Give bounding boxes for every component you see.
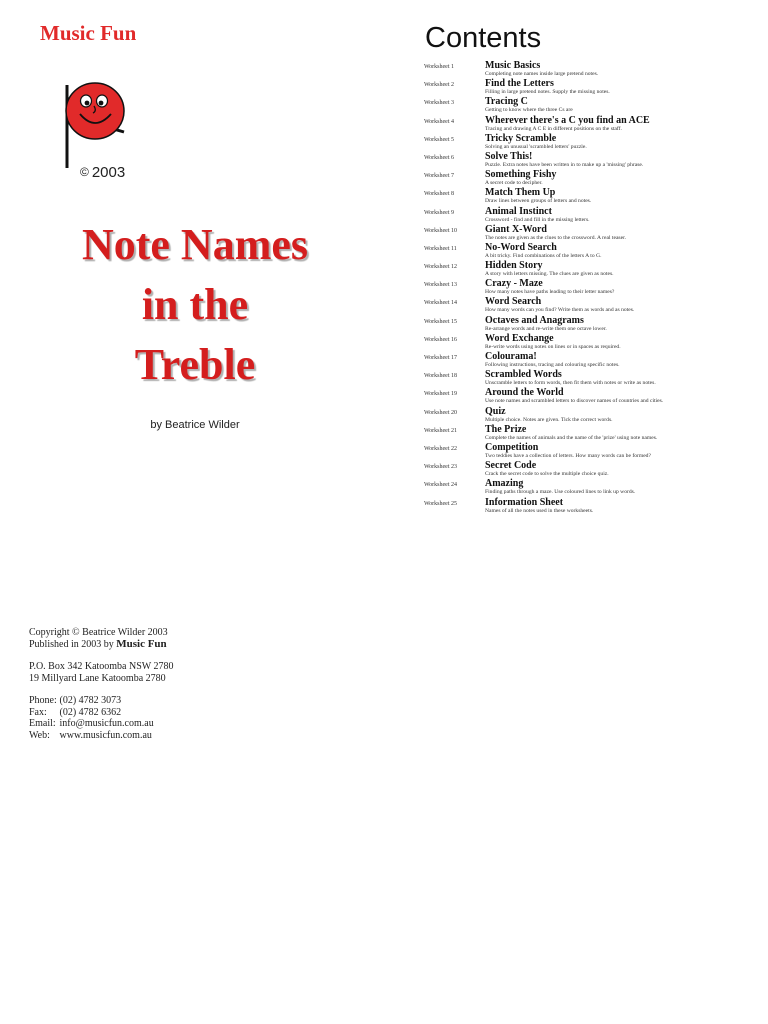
- contents-heading: Contents: [425, 22, 542, 54]
- worksheet-title: Wherever there's a C you find an ACE: [485, 114, 650, 126]
- contents-entry: [424, 80, 754, 98]
- worksheet-title: Competition: [485, 441, 539, 453]
- fax-line: [29, 707, 174, 719]
- contents-entry: [424, 496, 754, 517]
- title-line-3: Treble: [134, 340, 256, 389]
- logo-copyright: [80, 164, 125, 181]
- worksheet-number: Worksheet 4: [424, 118, 455, 125]
- contents-entry: [424, 280, 754, 298]
- worksheet-number: Worksheet 9: [424, 209, 455, 216]
- worksheet-description: The notes are given as the clues to the crossword. A real teaser.: [485, 234, 627, 241]
- worksheet-title: The Prize: [485, 423, 527, 435]
- contents-entry: [424, 132, 754, 153]
- worksheet-description: Filling in large pretend notes. Supply the missing notes.: [485, 89, 610, 96]
- contents-entry: [424, 62, 754, 80]
- contents-list: [424, 62, 754, 517]
- contents-entry: [424, 423, 754, 444]
- worksheet-description: Getting to know where the three Cs are: [485, 107, 573, 114]
- worksheet-title: Amazing: [485, 478, 524, 490]
- web-label: Web:: [29, 729, 50, 741]
- worksheet-number: Worksheet 18: [424, 373, 458, 380]
- contents-entry: [424, 98, 754, 116]
- worksheet-title: Hidden Story: [485, 260, 543, 272]
- worksheet-description: How many words can you find? Write them as words and as notes.: [485, 307, 635, 314]
- contents-entry: [424, 371, 754, 389]
- published-prefix: Published in 2003 by: [29, 638, 114, 650]
- worksheet-number: Worksheet 3: [424, 100, 455, 107]
- worksheet-description: Draw lines between groups of letters and notes.: [485, 198, 592, 205]
- worksheet-title: Solve This!: [485, 150, 533, 162]
- music-fun-logo: [40, 21, 160, 170]
- contents-entry: [424, 189, 754, 207]
- contents-entry: [424, 332, 754, 353]
- contents-entry: [424, 171, 754, 189]
- worksheet-number: Worksheet 2: [424, 82, 455, 89]
- phone-line: [29, 695, 174, 707]
- worksheet-description: Re-arrange words and re-write them one octave lower.: [485, 325, 607, 332]
- worksheet-title: Quiz: [485, 405, 506, 417]
- contents-entry: [424, 205, 754, 226]
- email-label: Email:: [29, 718, 56, 729]
- contents-entry: [424, 223, 754, 244]
- worksheet-number: Worksheet 13: [424, 282, 458, 289]
- contents-entry: [424, 241, 754, 262]
- music-note-face-icon: [40, 21, 160, 170]
- title-line-1: Note Names: [81, 220, 309, 269]
- worksheet-number: Worksheet 22: [424, 445, 458, 452]
- contents-entry: [424, 353, 754, 371]
- worksheet-number: Worksheet 16: [424, 336, 458, 343]
- worksheet-description: Finding paths through a maze. Use coloured lines to link up words.: [485, 489, 636, 496]
- worksheet-description: Multiple choice. Notes are given. Tick the correct words.: [485, 416, 613, 423]
- worksheet-title: Something Fishy: [485, 169, 557, 181]
- worksheet-title: No-Word Search: [485, 241, 557, 253]
- logo-year: 2003: [91, 164, 126, 181]
- address-line-1: P.O. Box 342 Katoomba NSW 2780: [29, 661, 174, 672]
- worksheet-description: Use note names and scrambled letters to discover names of countries and cities.: [485, 398, 664, 405]
- worksheet-number: Worksheet 15: [424, 318, 458, 325]
- worksheet-title: Word Search: [485, 296, 542, 308]
- title-line-2: in the: [141, 280, 249, 329]
- worksheet-title: Crazy - Maze: [485, 278, 543, 290]
- worksheet-title: Octaves and Anagrams: [485, 314, 584, 326]
- worksheet-title: Match Them Up: [485, 187, 556, 199]
- worksheet-title: Animal Instinct: [485, 205, 552, 217]
- worksheet-title: Scrambled Words: [485, 369, 562, 381]
- copyright-symbol: ©: [80, 165, 89, 179]
- worksheet-description: Re-write words using notes on lines or in spaces as required.: [485, 343, 621, 350]
- worksheet-number: Worksheet 10: [424, 227, 458, 234]
- worksheet-title: Information Sheet: [485, 496, 564, 508]
- worksheet-number: Worksheet 12: [424, 264, 458, 271]
- worksheet-number: Worksheet 24: [424, 482, 458, 489]
- contents-entry: [424, 480, 754, 498]
- phone-value: (02) 4782 3073: [59, 695, 122, 706]
- publisher-info: [29, 627, 174, 741]
- worksheet-number: Worksheet 25: [424, 500, 458, 507]
- author-credit: by Beatrice Wilder: [150, 419, 240, 431]
- worksheet-description: Names of all the notes used in these worksheets.: [485, 507, 594, 514]
- worksheet-description: Following instructions, tracing and colouring specific notes.: [485, 362, 620, 368]
- worksheet-title: Music Basics: [485, 60, 541, 71]
- fax-label: Fax:: [29, 706, 47, 718]
- worksheet-number: Worksheet 1: [424, 64, 455, 70]
- worksheet-title: Colourama!: [485, 351, 537, 362]
- book-title: [20, 215, 370, 395]
- contents-entry: [424, 389, 754, 407]
- contents-entry: [424, 262, 754, 280]
- worksheet-title: Tracing C: [485, 96, 528, 108]
- contents-entry: [424, 405, 754, 426]
- worksheet-number: Worksheet 17: [424, 355, 458, 361]
- worksheet-number: Worksheet 6: [424, 154, 455, 161]
- worksheet-number: Worksheet 21: [424, 427, 458, 434]
- worksheet-number: Worksheet 7: [424, 173, 455, 180]
- worksheet-number: Worksheet 5: [424, 136, 455, 143]
- worksheet-description: Two teddies have a collection of letters. How many words can be formed?: [485, 452, 651, 459]
- web-link[interactable]: www.musicfun.com.au: [59, 729, 152, 741]
- worksheet-number: Worksheet 8: [424, 191, 455, 198]
- published-brand: Music Fun: [116, 637, 167, 650]
- email-link[interactable]: info@musicfun.com.au: [59, 718, 154, 729]
- published-line: [29, 639, 174, 651]
- web-line: [29, 730, 174, 742]
- worksheet-description: Completing note names inside large pretend notes.: [485, 71, 599, 77]
- worksheet-number: Worksheet 20: [424, 409, 458, 416]
- worksheet-title: Tricky Scramble: [485, 132, 557, 144]
- worksheet-description: A bit tricky. Find combinations of the letters A to G.: [485, 252, 602, 259]
- worksheet-description: Complete the names of animals and the name of the 'prize' using note names.: [485, 434, 658, 441]
- contents-entry: [424, 298, 754, 316]
- worksheet-description: Unscramble letters to form words, then fit them with notes or write as notes.: [485, 380, 656, 387]
- fax-value: (02) 4782 6362: [59, 706, 122, 718]
- contents-entry: [424, 314, 754, 335]
- worksheet-number: Worksheet 23: [424, 464, 458, 471]
- worksheet-description: Crack the secret code to solve the multiple choice quiz.: [485, 471, 609, 478]
- contents-entry: [424, 441, 754, 462]
- worksheet-description: Crossword - find and fill in the missing letters.: [485, 216, 590, 223]
- email-line: [29, 718, 174, 730]
- phone-label: Phone:: [29, 695, 57, 706]
- worksheet-number: Worksheet 14: [424, 300, 458, 307]
- worksheet-title: Find the Letters: [485, 78, 554, 90]
- logo-brand-text: Music Fun: [40, 21, 137, 45]
- worksheet-description: A secret code to decipher.: [485, 180, 543, 187]
- copyright-line: Copyright © Beatrice Wilder 2003: [29, 627, 168, 638]
- contents-entry: [424, 462, 754, 480]
- contents-entry: [424, 114, 754, 135]
- worksheet-description: Tracing and drawing A C E in different positions on the staff.: [485, 125, 622, 132]
- address-line-2: 19 Millyard Lane Katoomba 2780: [29, 672, 166, 684]
- worksheet-description: Puzzle. Extra notes have been written in to make up a 'missing' phrase.: [485, 161, 644, 168]
- worksheet-description: Solving an unusual 'scrambled letters' puzzle.: [485, 143, 587, 150]
- worksheet-title: Secret Code: [485, 460, 537, 472]
- worksheet-number: Worksheet 11: [424, 245, 457, 252]
- worksheet-title: Word Exchange: [485, 332, 554, 344]
- contents-entry: [424, 150, 754, 171]
- worksheet-description: How many notes have paths leading to their letter names?: [485, 289, 615, 296]
- worksheet-description: A story with letters missing. The clues are given as notes.: [485, 271, 614, 278]
- worksheet-title: Giant X-Word: [485, 223, 547, 235]
- worksheet-number: Worksheet 19: [424, 391, 458, 398]
- worksheet-title: Around the World: [485, 387, 564, 399]
